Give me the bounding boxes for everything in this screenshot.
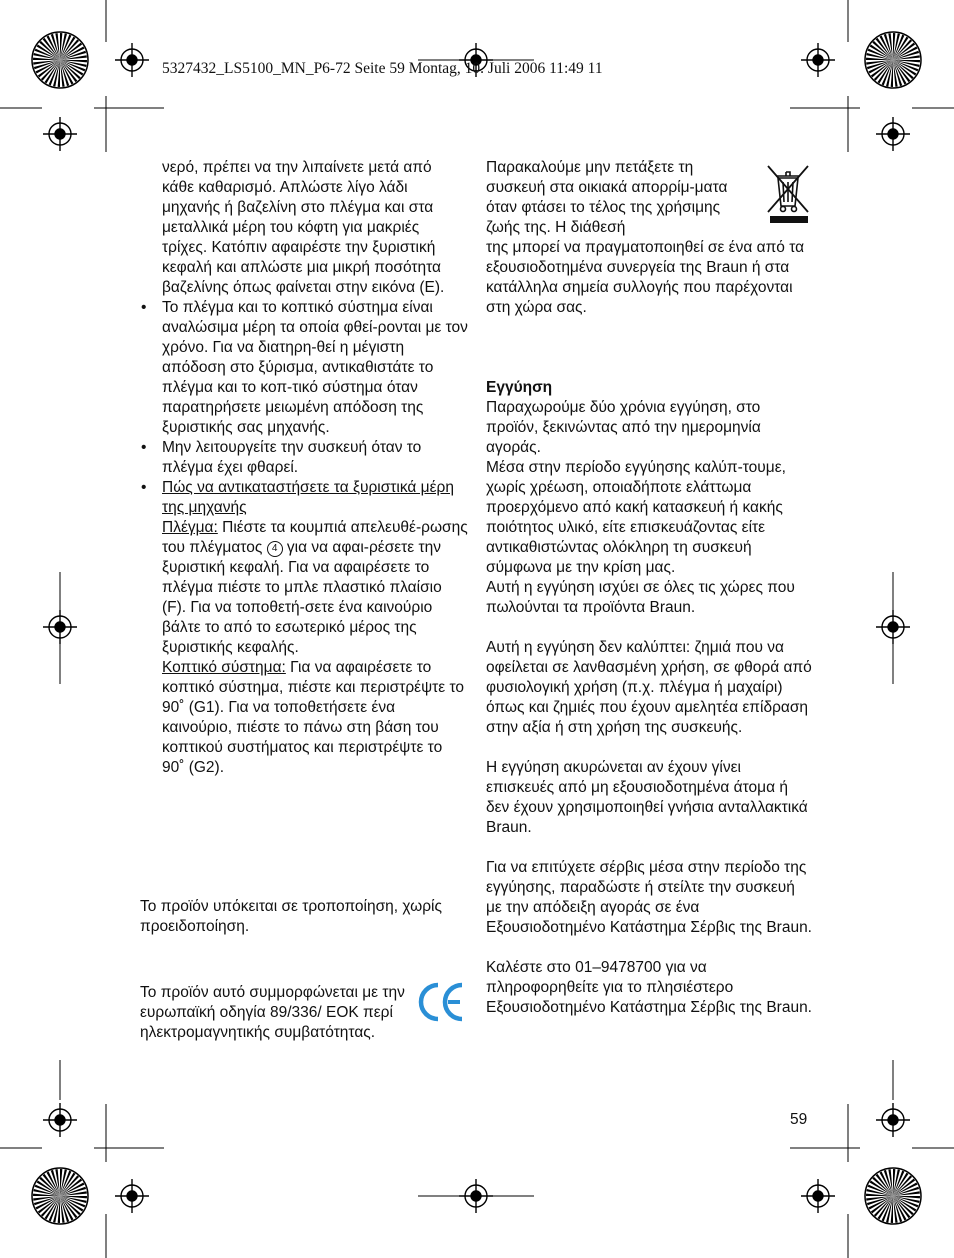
registration-mark-icon [801,1179,835,1213]
list-item: • Το πλέγμα και το κοπτικό σύστημα είναι αναλώσιμα μέρη τα οποία φθεί-ρονται με τον χρόνο. Για να διατηρη-θεί η μέγιστη απόδοση στο ξύρισμα, αντικαθιστάτε το πλέγμα και το κοπ-τικό σύστημα όταν παρατηρήσετε μειωμένη απόδοση της ξυριστικής σας μηχανής. [162,298,468,438]
warranty-paragraph: Αυτή η εγγύηση δεν καλύπτει: ζημιά που να οφείλεται σε λανθασμένη χρήση, σε φθορά από φυσιολογική χρήση (π.χ. πλέγμα ή μαχαίρι) όπως και ζημιές που έχουν αμελητέα επίδραση στην αξία ή στη χρήση της συσκευής. [486,639,812,736]
foil-label: Πλέγμα: [162,519,218,536]
disposal-paragraph-continued: της μπορεί να πραγματοποιηθεί σε ένα από τα εξουσιοδοτημένα συνεργεία της Braun ή στα κατάλληλα σημεία συλλογής που παρέχονται στη χώρα σας. [486,239,805,316]
modification-notice: Το προϊόν υπόκειται σε τροποποίηση, χωρίς προειδοποίηση. [140,898,442,935]
maintenance-list [162,298,468,778]
right-column [486,158,812,1018]
crossed-bin-icon [764,162,812,226]
warranty-paragraph: Για να επιτύχετε σέρβις μέσα στην περίοδο της εγγύησης, παραδώστε ή στείλτε την συσκευή με την απόδειξη αγοράς σε ένα Εξουσιοδοτημένο Κατάστημα Σέρβις της Braun. [486,859,812,936]
warranty-paragraph: Αυτή η εγγύηση ισχύει σε όλες τις χώρες που πωλούνται τα προϊόντα Braun. [486,579,795,616]
registration-mark-icon [876,1103,910,1137]
warranty-paragraph: Μέσα στην περίοδο εγγύησης καλύπ-τουμε, χωρίς χρέωση, οποιαδήποτε ελάττωμα προερχόμενο από κακή κατασκευή ή κακής ποιότητος υλικό, είτε επισκευάζοντας είτε αντικαθιστώντας ολόκληρη τη συσκευή σύμφωνα με την κρίση μας. [486,459,786,576]
registration-mark-icon [876,117,910,151]
cutter-label: Κοπτικό σύστημα: [162,659,286,676]
ce-mark-icon [418,982,466,1022]
warranty-title: Εγγύηση [486,379,553,396]
warranty-paragraph: Καλέστε στο 01–9478700 για να πληροφορηθείτε για το πλησιέστερο Εξουσιοδοτημένο Κατάστημα Σέρβις της Braun. [486,959,812,1016]
list-item: • Πώς να αντικαταστήσετε τα ξυριστικά μέρη της μηχανής Πλέγμα: Πιέστε τα κουμπιά απελευθέ-ρωσης του πλέγματος 4 για να αφαι-ρέσετε την ξυριστική κεφαλή. Για να αφαιρέσετε το πλέγμα πιέστε το μπλε πλαστικό πλαίσιο (F). Για να τοποθετή-σετε ένα καινούριο βάλτε το από το εσωτερικό μέρος της ξυριστικής κεφαλής. Κοπτικό σύστημα: Για να αφαιρέσετε το κοπτικό σύστημα, πιέστε και περιστρέψτε το 90˚ (G1). Για να τοποθετήσετε ένα καινούριο, πιέστε το πάνω στη βάση του κοπτικού συστήματος και περιστρέψτε το 90˚ (G2). [162,478,468,778]
list-item: • Μην λειτουργείτε την συσκευή όταν το πλέγμα έχει φθαρεί. [162,438,468,478]
warranty-paragraph: Η εγγύηση ακυρώνεται αν έχουν γίνει επισκευές από μη εξουσιοδοτημένα άτομα ή δεν έχουν χρησιμοποιηθεί γνήσια ανταλλακτικά Braun. [486,759,808,836]
left-column [162,158,468,778]
star-target-icon [32,1168,88,1224]
print-header: 5327432_LS5100_MN_P6-72 Seite 59 Montag, 10. Juli 2006 11:49 11 [162,60,603,77]
registration-mark-icon [43,117,77,151]
registration-mark-icon [801,43,835,77]
registration-mark-icon [43,1103,77,1137]
lubrication-paragraph: νερό, πρέπει να την λιπαίνετε μετά από κάθε καθαρισμό. Απλώστε λίγο λάδι μηχανής ή βαζελίνη στο πλέγμα και στα μεταλλικά μέρη του κόφτη για μακριές τρίχες. Κατόπιν αφαιρέστε την ξυριστική κεφαλή και απλώστε μια μικρή ποσότητα βαζελίνης όπως φαίνεται στην εικόνα (E). [162,159,445,296]
warranty-paragraph: Παραχωρούμε δύο χρόνια εγγύηση, στο προϊόν, ξεκινώντας από την ημερομηνία αγοράς. [486,399,761,456]
star-target-icon [865,1168,921,1224]
star-target-icon [865,32,921,88]
registration-mark-icon [115,1179,149,1213]
ce-compliance-text: Το προϊόν αυτό συμμορφώνεται με την ευρωπαϊκή οδηγία 89/336/ ΕΟΚ περί ηλεκτρομαγνητικής συμβατότητας. [140,984,405,1041]
button-number-badge: 4 [267,541,283,557]
replace-parts-heading: Πώς να αντικαταστήσετε τα ξυριστικά μέρη της μηχανής [162,479,454,516]
page-number: 59 [790,1111,808,1128]
disposal-paragraph: Παρακαλούμε μην πετάξετε τη συσκευή στα οικιακά απορρίμ-ματα όταν φτάσει το τέλος της χρήσιμης ζωής της. Η διάθεσή [486,159,728,236]
star-target-icon [32,32,88,88]
registration-mark-icon [115,43,149,77]
